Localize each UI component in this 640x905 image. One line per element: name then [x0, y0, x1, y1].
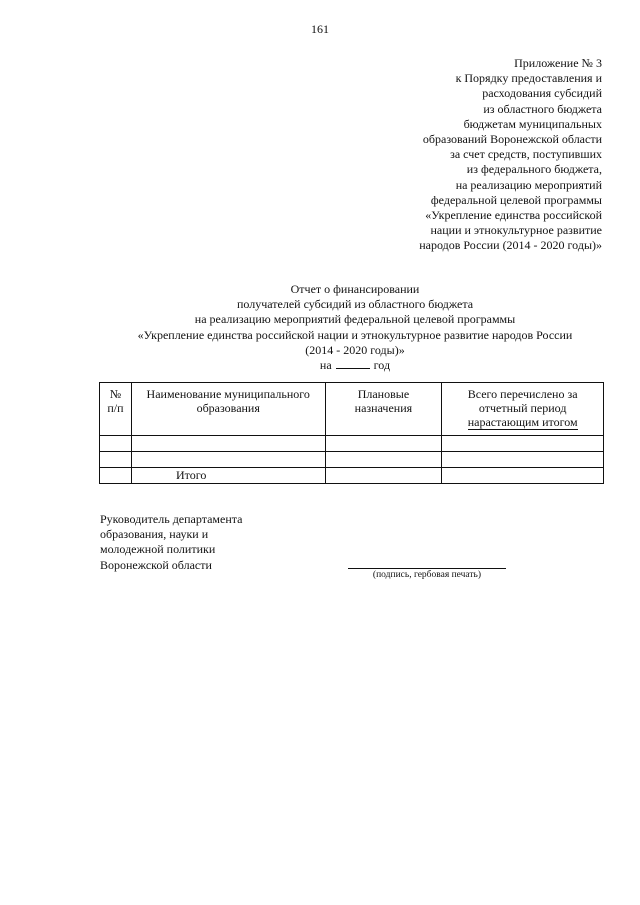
appendix-line: образований Воронежской области: [422, 132, 602, 147]
signatory-line: молодежной политики: [100, 542, 216, 557]
table-row: [100, 436, 604, 452]
signature-caption: (подпись, гербовая печать): [372, 570, 482, 580]
table-cell[interactable]: [100, 468, 132, 484]
appendix-line: из федерального бюджета,: [466, 162, 602, 177]
header-number-line: №: [109, 387, 122, 401]
report-date-prefix: на: [319, 358, 332, 373]
table-cell[interactable]: [442, 452, 604, 468]
table-row: [100, 452, 604, 468]
financing-table: [99, 382, 604, 484]
header-municipality: [131, 383, 325, 436]
signatory-line: образования, науки и: [100, 527, 209, 542]
table-cell[interactable]: [100, 452, 132, 468]
report-date-suffix: год: [373, 358, 391, 373]
appendix-line: бюджетам муниципальных: [463, 116, 602, 131]
report-date-line: [60, 358, 640, 373]
table-cell[interactable]: [442, 436, 604, 452]
table-cell[interactable]: [325, 452, 442, 468]
total-label: Итого: [131, 468, 325, 484]
table-cell[interactable]: [131, 436, 325, 452]
report-title-line: на реализацию мероприятий федеральной целевой программы: [194, 312, 516, 327]
appendix-line: к Порядку предоставления и: [455, 71, 602, 86]
header-planned: [325, 383, 442, 436]
appendix-line: Приложение № 3: [514, 56, 602, 70]
header-transferred-line: отчетный период: [478, 401, 567, 415]
appendix-line: из областного бюджета: [483, 101, 602, 116]
header-transferred-line: нарастающим итогом: [467, 415, 578, 429]
table-cell[interactable]: [131, 452, 325, 468]
report-title-line: «Укрепление единства российской нации и этнокультурное развитие народов России: [137, 327, 573, 342]
header-number: [100, 383, 132, 436]
header-planned-line: назначения: [354, 401, 413, 415]
year-blank-field: [336, 358, 370, 369]
header-transferred: [442, 383, 604, 436]
appendix-line: расходования субсидий: [482, 86, 602, 101]
signatory-line: Воронежской области: [100, 557, 212, 572]
report-title: [60, 282, 640, 373]
header-municipality-line: Наименование муниципального: [146, 387, 310, 401]
report-title-line: (2014 - 2020 годы)»: [305, 342, 405, 357]
appendix-block: [342, 56, 602, 254]
report-title-line: Отчет о финансировании: [290, 282, 420, 296]
appendix-line: народов России (2014 - 2020 годы)»: [419, 238, 602, 253]
header-transferred-line: Всего перечислено за: [467, 387, 578, 401]
table-cell[interactable]: [442, 468, 604, 484]
table-total-row: [100, 468, 604, 484]
page-number: 161: [311, 22, 329, 36]
table-header-row: [100, 383, 604, 436]
header-planned-line: Плановые: [357, 387, 410, 401]
header-number-line: п/п: [107, 401, 124, 415]
table-cell[interactable]: [100, 436, 132, 452]
report-title-line: получателей субсидий из областного бюджета: [236, 297, 474, 312]
table-cell[interactable]: [325, 468, 442, 484]
appendix-line: на реализацию мероприятий: [455, 177, 602, 192]
appendix-line: нации и этнокультурное развитие: [430, 223, 602, 238]
appendix-line: федеральной целевой программы: [430, 192, 602, 207]
signatory-line: Руководитель департамента: [100, 512, 243, 526]
table-cell[interactable]: [325, 436, 442, 452]
appendix-line: «Укрепление единства российской: [425, 208, 602, 223]
appendix-line: за счет средств, поступивших: [450, 147, 602, 162]
header-municipality-line: образования: [196, 401, 260, 415]
signature-line[interactable]: [348, 568, 506, 569]
signatory-block: [100, 512, 243, 573]
